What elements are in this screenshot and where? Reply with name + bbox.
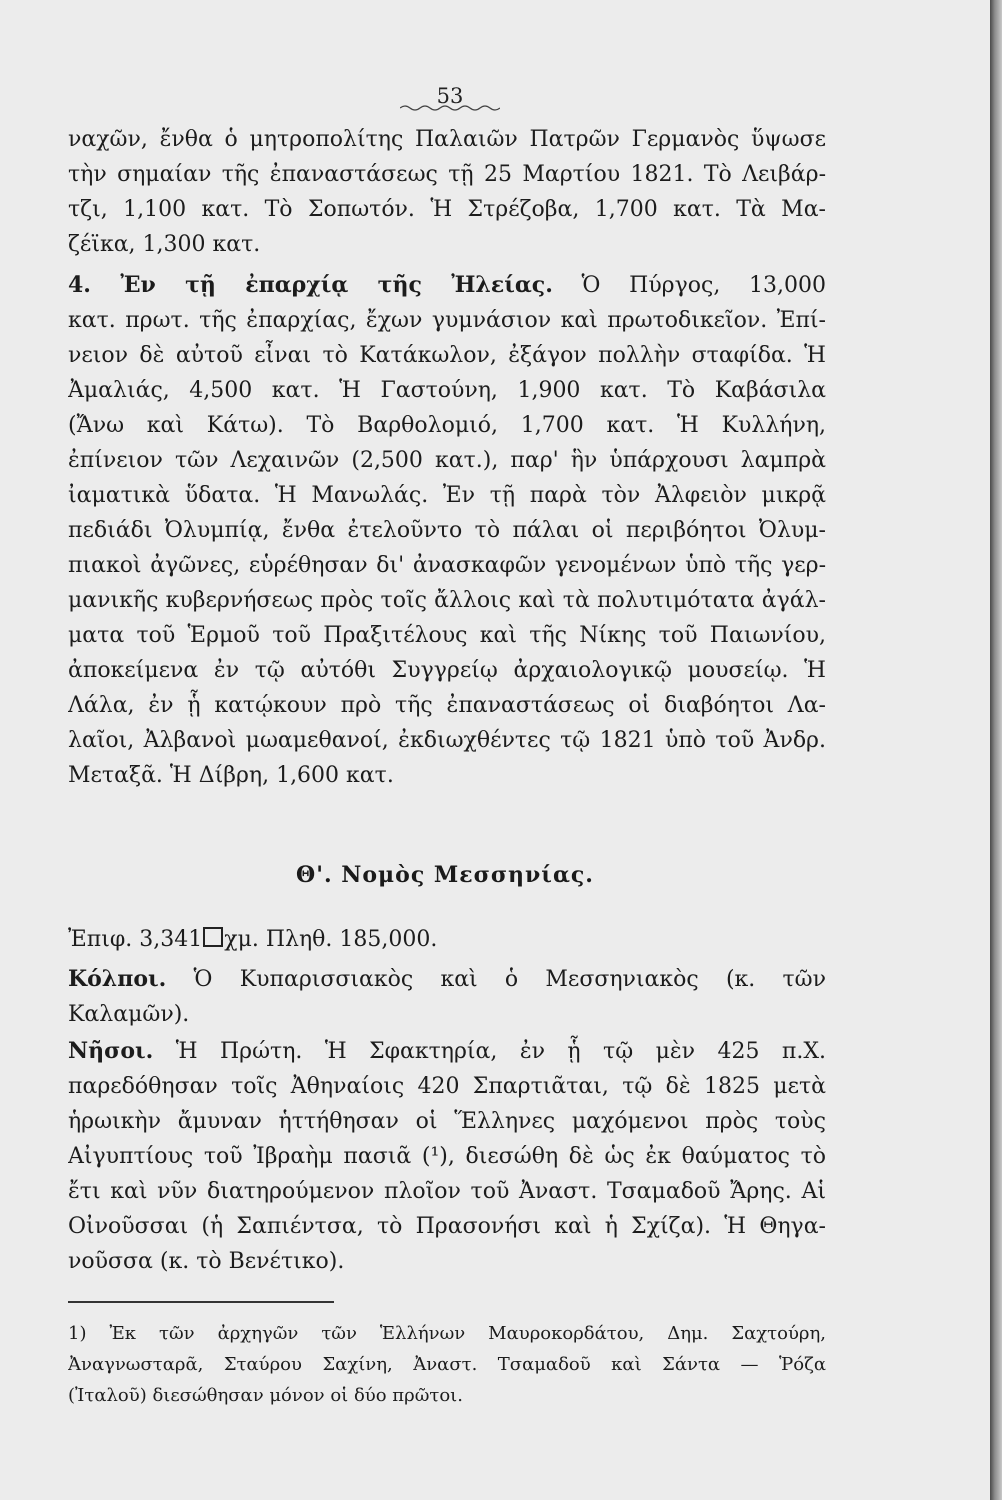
text-line: λαῖοι, Ἀλβανοὶ μωαμεθανοί, ἐκδιωχθέντες τῷ 1821 ὑπὸ τοῦ Ἀνδρ. [68,728,826,753]
text-line: Λάλα, ἐν ᾗ κατῴκουν πρὸ τῆς ἐπαναστάσεως οἱ διαβόητοι Λα- [68,693,826,718]
text-line: ἀποκείμενα ἐν τῷ αὐτόθι Συγγρείῳ ἀρχαιολογικῷ μουσείῳ. Ἡ [68,658,826,683]
text-line: ἔτι καὶ νῦν διατηρούμενον πλοῖον τοῦ Ἀναστ. Τσαμαδοῦ Ἄρης. Αἱ [68,1179,826,1204]
text-line: παρεδόθησαν τοῖς Ἀθηναίοις 420 Σπαρτιᾶται, τῷ δὲ 1825 μετὰ [68,1074,826,1099]
text-line: ζέϊκα, 1,300 κατ. [68,232,261,257]
paragraph-kolpoi [68,962,826,1032]
text-line: μανικῆς κυβερνήσεως πρὸς τοῖς ἄλλοις καὶ τὰ πολυτιμότατα ἀγάλ- [68,588,826,613]
page-edge-shadow [990,0,1002,1500]
paragraph-ileia [68,268,826,793]
paragraph-nisoi [68,1034,826,1279]
text-line: πεδιάδι Ὀλυμπίᾳ, ἔνθα ἐτελοῦντο τὸ πάλαι οἱ περιβόητοι Ὀλυμ- [68,518,826,543]
text-line: Καλαμῶν). [68,1002,190,1027]
page-number: 53 [436,84,464,108]
text-line: Κόλποι. Ὁ Κυπαρισσιακὸς καὶ ὁ Μεσσηνιακὸς (κ. τῶν [68,966,826,992]
text-line: Οἰνοῦσσαι (ἡ Σαπιέντσα, τὸ Πρασονήσι καὶ ἡ Σχίζα). Ἡ Θηγα- [68,1214,826,1239]
paragraph-stats [68,922,826,957]
text-line: Ἐπιφ. 3,341 χμ. Πληθ. 185,000. [68,927,438,952]
text-line: Μεταξᾶ. Ἡ Δίβρη, 1,600 κατ. [68,763,394,788]
paragraph-patras [68,122,826,262]
text-line: (Ἄνω καὶ Κάτω). Τὸ Βαρθολομιό, 1,700 κατ. Ἡ Κυλλήνη, [68,413,826,438]
text-line: ματα τοῦ Ἑρμοῦ τοῦ Πραξιτέλους καὶ τῆς Νίκης τοῦ Παιωνίου, [68,623,826,648]
text-line: νειον δὲ αὐτοῦ εἶναι τὸ Κατάκωλον, ἐξάγον πολλὴν σταφίδα. Ἡ [68,343,826,368]
square-symbol-icon [203,927,223,947]
text-line: τὴν σημαίαν τῆς ἐπαναστάσεως τῇ 25 Μαρτίου 1821. Τὸ Λειβάρ- [68,162,826,187]
text-line: 4. Ἐν τῇ ἐπαρχίᾳ τῆς Ἠλείας. Ὁ Πύργος, 13,000 [68,272,826,298]
text-line: ἰαματικὰ ὕδατα. Ἡ Μανωλάς. Ἐν τῇ παρὰ τὸν Ἀλφειὸν μικρᾷ [68,483,826,508]
text-line: νοῦσσα (κ. τὸ Βενέτικο). [68,1249,345,1274]
text-line: πιακοὶ ἀγῶνες, εὑρέθησαν δι' ἀνασκαφῶν γενομένων ὑπὸ τῆς γερ- [68,553,826,578]
page-number-ornament [400,104,500,112]
text-line: ναχῶν, ἔνθα ὁ μητροπολίτης Παλαιῶν Πατρῶν Γερμανὸς ὕψωσε [68,127,826,152]
text-line: ἡρωικὴν ἄμυναν ἡττήθησαν οἱ Ἕλληνες μαχόμενοι πρὸς τοὺς [68,1109,826,1134]
section-heading-messinia: Θ'. Νομὸς Μεσσηνίας. [296,862,594,888]
kolpoi-heading: Κόλποι. [68,966,167,992]
footnote-line: (Ἰταλοῦ) διεσώθησαν μόνον οἱ δύο πρῶτοι. [68,1385,463,1406]
footnote-line: Ἀναγνωσταρᾶ, Σταύρου Σαχίνη, Ἀναστ. Τσαμαδοῦ καὶ Σάντα — Ῥόζα [68,1354,826,1375]
text-line: τζι, 1,100 κατ. Τὸ Σοπωτόν. Ἡ Στρέζοβα, 1,700 κατ. Τὰ Μα- [68,197,826,222]
footnote-divider [68,1301,334,1303]
text-line: ἐπίνειον τῶν Λεχαινῶν (2,500 κατ.), παρ' ἣν ὑπάρχουσι λαμπρὰ [68,448,826,473]
footnote [68,1318,826,1411]
nisoi-heading: Νῆσοι. [68,1038,154,1064]
text-line: Ἀμαλιάς, 4,500 κατ. Ἡ Γαστούνη, 1,900 κατ. Τὸ Καβάσιλα [68,378,826,403]
text-line: Νῆσοι. Ἡ Πρώτη. Ἡ Σφακτηρία, ἐν ᾗ τῷ μὲν 425 π.Χ. [68,1038,826,1064]
subsection-heading-ileia: 4. Ἐν τῇ ἐπαρχίᾳ τῆς Ἠλείας. [68,272,553,298]
text-line: κατ. πρωτ. τῆς ἐπαρχίας, ἔχων γυμνάσιον καὶ πρωτοδικεῖον. Ἐπί- [68,308,826,333]
footnote-line: 1) Ἐκ τῶν ἀρχηγῶν τῶν Ἑλλήνων Μαυροκορδάτου, Δημ. Σαχτούρη, [68,1323,826,1344]
text-line: Αἰγυπτίους τοῦ Ἰβραὴμ πασιᾶ (¹), διεσώθη δὲ ὡς ἐκ θαύματος τὸ [68,1144,826,1169]
